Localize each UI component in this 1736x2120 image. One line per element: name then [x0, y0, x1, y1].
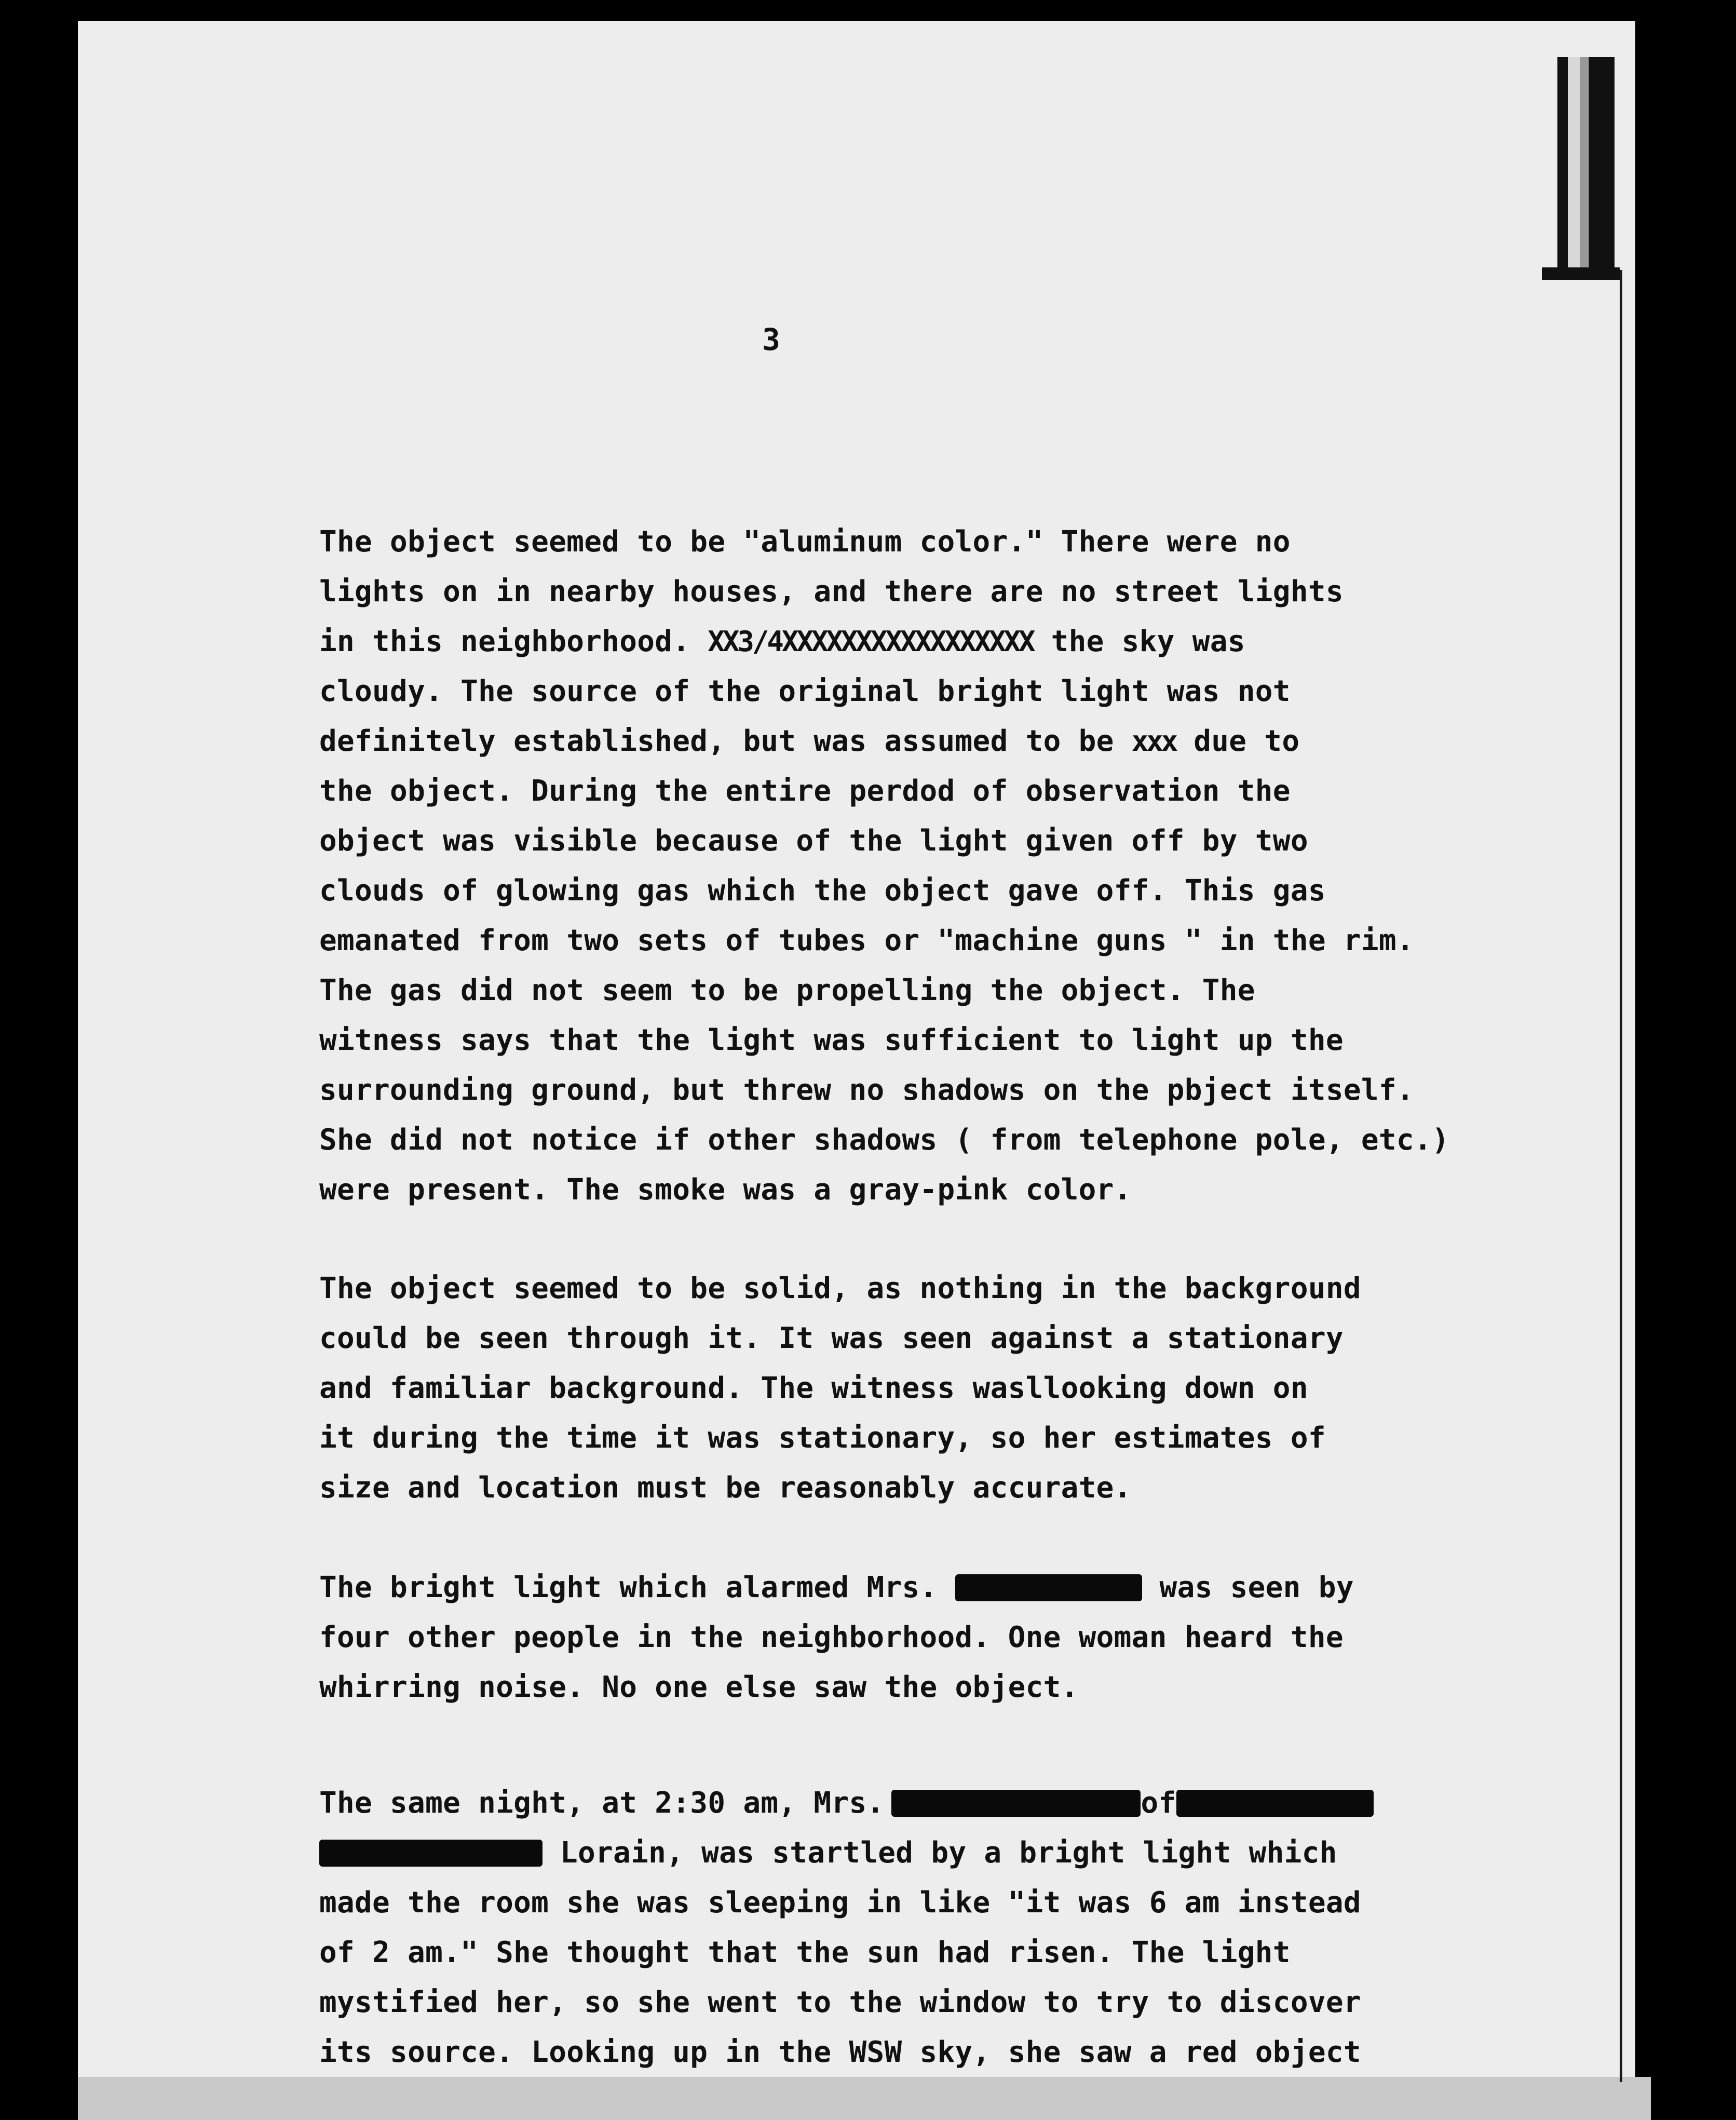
redaction-block	[1176, 1790, 1374, 1817]
text-line: whirring noise. No one else saw the object.	[319, 1670, 1079, 1704]
text-line: clouds of glowing gas which the object gave off. This gas	[319, 874, 1326, 908]
text-line: The object seemed to be "aluminum color." There were no	[319, 525, 1291, 559]
text-line: object was visible because of the light given off by two	[319, 824, 1308, 858]
text-line: lights on in nearby houses, and there are no street lights	[319, 575, 1344, 609]
text-line: size and location must be reasonably accurate.	[319, 1471, 1132, 1505]
text-line: She did not notice if other shadows ( from telephone pole, etc.)	[319, 1123, 1449, 1157]
redaction-block	[891, 1790, 1141, 1817]
text-line: four other people in the neighborhood. One woman heard the	[319, 1621, 1344, 1654]
text-line: surrounding ground, but threw no shadows on the pbject itself.	[319, 1073, 1414, 1107]
text-line: mystified her, so she went to the window to try to discover	[319, 1986, 1361, 2019]
text-line: The object seemed to be solid, as nothing in the background	[319, 1272, 1361, 1305]
text-line: definitely established, but was assumed to be xxx due to	[319, 717, 1449, 766]
paragraph-1	[319, 517, 1449, 1215]
paragraph-2	[319, 1264, 1361, 1513]
struck-out-text: xxx	[1131, 725, 1176, 758]
binder-clip	[1557, 57, 1615, 275]
text-line: of 2 am." She thought that the sun had risen. The light	[319, 1936, 1291, 1969]
paragraph-3	[319, 1563, 1354, 1712]
paragraph-4	[319, 1778, 1374, 2077]
redaction-block	[955, 1574, 1142, 1601]
scan-bottom-edge	[78, 2077, 1651, 2120]
text-line: made the room she was sleeping in like "it was 6 am instead	[319, 1886, 1361, 1920]
text-line: The gas did not seem to be propelling the object. The	[319, 974, 1255, 1007]
text-line: emanated from two sets of tubes or "machine guns " in the rim.	[319, 924, 1414, 957]
struck-out-text: XX3/4XXXXXXXXXXXXXXXXX	[708, 625, 1034, 658]
text-line: could be seen through it. It was seen against a stationary	[319, 1321, 1344, 1355]
text-line: witness says that the light was sufficient to light up the	[319, 1023, 1344, 1057]
text-line: The same night, at 2:30 am, Mrs. of	[319, 1778, 1374, 1828]
redaction-block	[319, 1840, 542, 1867]
binder-clip-base	[1542, 267, 1620, 280]
page-right-edge	[1620, 270, 1622, 2082]
text-line: The bright light which alarmed Mrs. was seen by	[319, 1571, 1354, 1604]
text-line: were present. The smoke was a gray-pink color.	[319, 1173, 1132, 1207]
text-line: the object. During the entire perdod of observation the	[319, 774, 1291, 808]
page-number: 3	[762, 322, 780, 357]
text-line: in this neighborhood. XX3/4XXXXXXXXXXXXXXXXX the sky was	[319, 617, 1449, 667]
text-line: it during the time it was stationary, so her estimates of	[319, 1421, 1326, 1455]
text-line: cloudy. The source of the original bright light was not	[319, 674, 1291, 708]
text-line: its source. Looking up in the WSW sky, she saw a red object	[319, 2035, 1361, 2069]
text-line: and familiar background. The witness wasllooking down on	[319, 1371, 1308, 1405]
text-line: Lorain, was startled by a bright light which	[319, 1828, 1374, 1878]
